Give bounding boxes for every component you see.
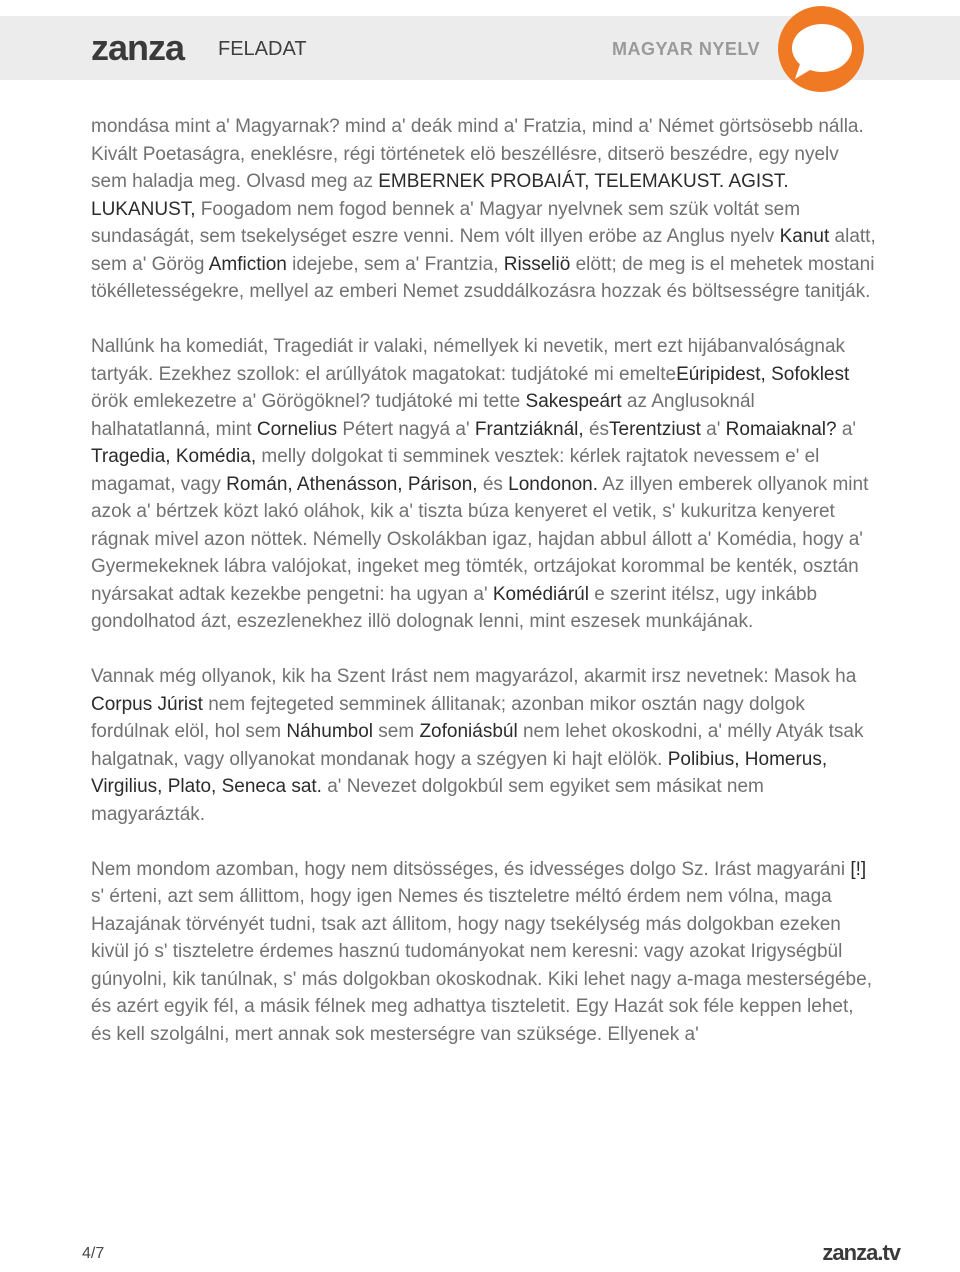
text-segment: a' Nevezet dolgokbúl sem egyiket sem másikat nem magyarázták. [91, 776, 764, 825]
highlighted-term: Amfiction [208, 253, 287, 275]
highlighted-term: Komédiárúl [492, 583, 589, 605]
highlighted-term: Kanut [779, 226, 830, 247]
highlighted-term: Risseliö [503, 253, 571, 275]
speech-bubble-icon [775, 5, 867, 97]
text-segment: az Anglusoknál halhatatlanná, mint [91, 391, 755, 440]
highlighted-term: Cornelius [256, 418, 338, 440]
text-segment: alatt, sem a' Görög [91, 226, 876, 275]
highlighted-term: Zofoniásbúl [419, 721, 518, 742]
highlighted-term: Eúripidest, Sofoklest [676, 363, 850, 385]
paragraph [91, 333, 876, 636]
text-segment: a' [836, 418, 857, 440]
highlighted-term: [!] [850, 858, 867, 880]
highlighted-term: Terentziust [609, 418, 701, 440]
text-segment: örök emlekezetre a' Görögöknel? tudjátoké mi tette [91, 391, 526, 412]
subject-title: MAGYAR NYELV [611, 39, 760, 59]
highlighted-term: Frantziáknál, [474, 418, 584, 440]
text-segment: a' [700, 418, 726, 440]
text-segment: nem lehet okoskodni, a' mélly Atyák tsak halgatnak, vagy ollyanokat mondanak hogy a szégyen ki hajt elölök. [91, 721, 864, 770]
highlighted-term: Romaiaknal? [725, 418, 837, 440]
paragraph [91, 663, 876, 828]
highlighted-term: Sakespeárt [525, 391, 622, 412]
text-segment: melly dolgokat ti semminek vesztek: kérlek rajtatok nevessem e' el magamat, vagy [91, 446, 820, 495]
footer-logo[interactable]: zanza.tv [822, 1240, 900, 1265]
highlighted-term: Román, Athenásson, Párison, [226, 473, 478, 495]
text-segment: mondása mint a' Magyarnak? mind a' deák mind a' Fratzia, mind a' Német görtsösebb nálla. Kivált Poetaságra, eneklésre, régi történetek elö beszéllésre, ditserö beszédre, egy nyelv sem haladja meg. Olvasd meg az [91, 116, 864, 192]
text-segment: Nallúnk ha komediát, Tragediát ir valaki, némellyek ki nevetik, mert ezt hijábanvalóságnak tartyák. Ezekhez szollok: el arúllyátok magatokat: tudjátoké mi emelte [91, 336, 846, 385]
text-segment: Nem mondom azomban, hogy nem ditsösséges, és idvességes dolgo Sz. Irást magyaráni [91, 858, 851, 880]
paragraph [91, 113, 876, 306]
highlighted-term: Tragedia, Komédia, [91, 446, 257, 467]
highlighted-term: Londonon. [508, 473, 598, 495]
highlighted-term: Náhumbol [286, 721, 373, 742]
text-segment: Az illyen emberek ollyanok mint azok a' bértzek közt lakó oláhok, kik a' tiszta búza kenyeret el vetik, s' kukuritza kenyeret rágnak mivel azon nöttek. Némelly Oskolákban igaz, hajdan abbul állott a' Komédia, hogy a' Gyermekeknek lábra valójokat, ingeket meg tömték, ortzájokat korommal be kenték, osztán nyársakat adtak kezekbe pengetni: ha ugyan a' [91, 473, 869, 605]
text-segment: és [477, 473, 509, 495]
section-label: FELADAT [218, 38, 307, 60]
page-header [0, 0, 960, 96]
text-segment: Foogadom nem fogod bennek a' Magyar nyelvnek sem szük voltát sem sundaságát, sem tsekelységet eszre venni. Nem vólt illyen eröbe az Anglus nyelv [91, 198, 801, 247]
text-segment: Vannak még ollyanok, kik ha Szent Irást nem magyarázol, akarmit irsz nevetnek: Masok ha [91, 666, 857, 687]
text-segment: sem [373, 721, 420, 742]
text-segment: elött; de meg is el mehetek mostani tökélletességekre, mellyel az emberi Nemet zsuddálkozásra hozzak és böltsességre tanitják. [91, 253, 875, 302]
text-segment: idejebe, sem a' Frantzia, [286, 253, 504, 275]
page-number: 4/7 [82, 1245, 105, 1262]
highlighted-term: Corpus Júrist [91, 693, 203, 715]
paragraph [91, 856, 876, 1049]
text-segment: Pétert nagyá a' [337, 418, 475, 440]
zanza-logo[interactable]: zanza [91, 27, 185, 68]
text-segment: és [583, 418, 610, 440]
highlighted-term: EMBERNEK PROBAIÁT, TELEMAKUST. AGIST. LUKANUST, [91, 171, 789, 220]
document-body [91, 113, 876, 1076]
text-segment: e szerint itélsz, ugy inkább gondolhatod ázt, eszezlenekhez illö dolognak lenni, mint eszesek munkájának. [91, 583, 818, 632]
text-segment: s' érteni, azt sem állittom, hogy igen Nemes és tiszteletre méltó érdem nem vólna, maga Hazajának törvényét tudni, tsak azt állitom, hogy nagy tsekélység más dolgokban ezeken kivül jó s' tiszteletre érdemes hasznú tudományokat nem keresni: vagy azokat Irigységbül gúnyolni, kik tanúlnak, s' más dolgokban okoskodnak. Kiki lehet nagy a-maga mesterségébe, és azért egyik fél, a másik félnek meg adhattya tiszteletit. Egy Hazát sok féle keppen lehet, és kell szolgálni, mert annak sok mesterségre van szüksége. Ellyenek a' [91, 886, 872, 1045]
text-segment: nem fejtegeted semminek állitanak; azonban mikor osztán nagy dolgok fordúlnak elöl, hol sem [91, 693, 805, 742]
highlighted-term: Polibius, Homerus, Virgilius, Plato, Seneca sat. [91, 748, 828, 797]
